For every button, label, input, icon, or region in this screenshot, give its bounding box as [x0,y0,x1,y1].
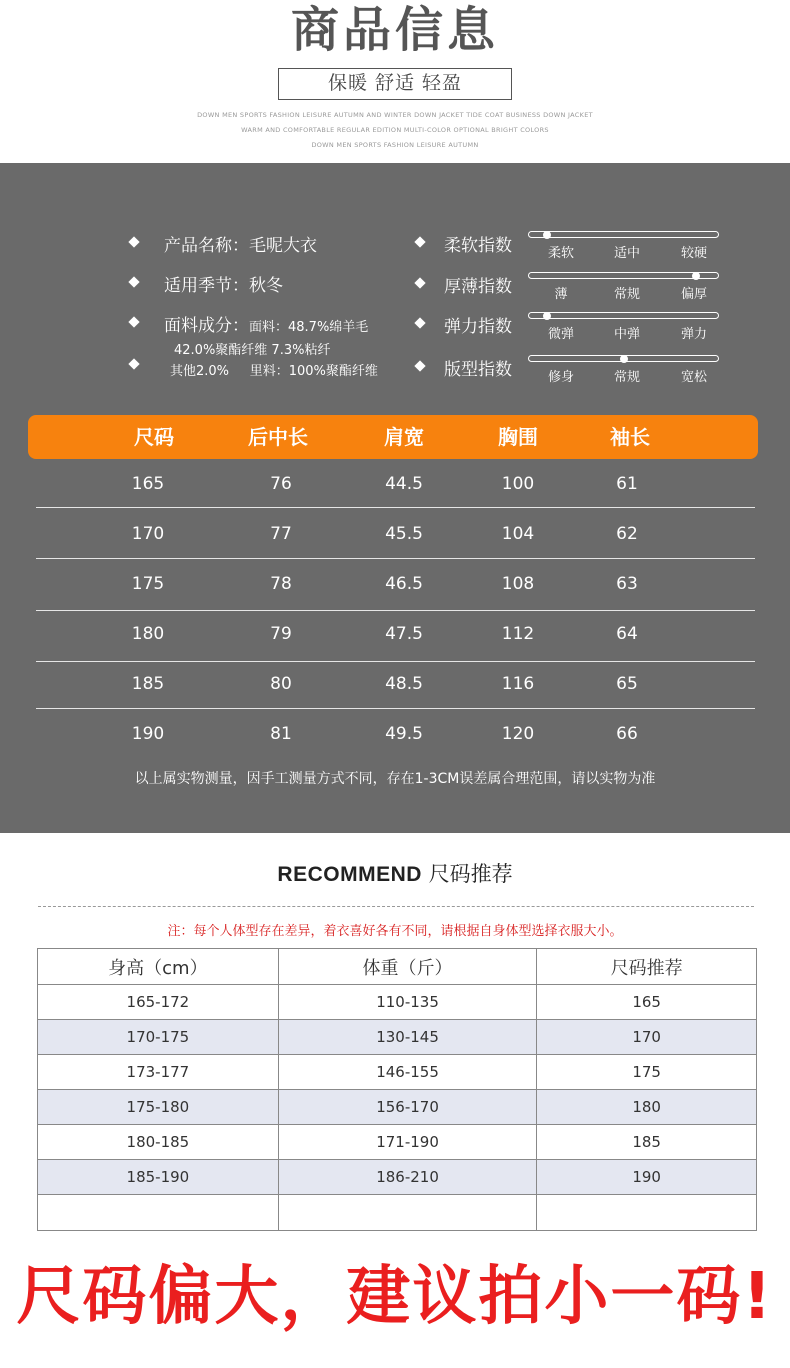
material-main: 面料：48.7%绵羊毛 [249,320,369,335]
index-label: 版型指数 [444,360,512,380]
recommend-cell: 165-172 [38,985,279,1020]
recommend-cell: 180-185 [38,1125,279,1160]
table-row [38,1020,757,1055]
size-cell: 80 [270,674,292,694]
recommend-cell: 146-155 [278,1055,537,1090]
recommend-header-cell: 尺码推荐 [537,949,757,985]
row-divider [36,708,755,709]
size-cell: 185 [131,674,165,694]
size-cell: 45.5 [385,524,423,544]
index-tick-label: 偏厚 [680,287,708,302]
row-divider [36,558,755,559]
recommend-cell: 186-210 [278,1160,537,1195]
recommend-cell: 175 [537,1055,757,1090]
size-cell: 47.5 [385,624,423,644]
subtitle-box: 保暖 舒适 轻盈 [278,68,512,100]
size-cell: 112 [501,624,535,644]
english-line-3: DOWN MEN SPORTS FASHION LEISURE AUTUMN [311,141,479,149]
size-header-cell: 尺码 [134,425,174,449]
size-cell: 165 [131,474,165,494]
index-marker [692,272,700,280]
size-cell: 120 [501,724,535,744]
size-notice: 尺码偏大，建议拍小一码! [16,1260,774,1334]
size-cell: 180 [131,624,165,644]
size-cell: 61 [616,474,638,494]
size-cell: 104 [501,524,535,544]
size-cell: 78 [270,574,292,594]
recommend-cell: 171-190 [278,1125,537,1160]
index-track [528,312,719,319]
row-divider [36,661,755,662]
table-row [38,1055,757,1090]
recommend-title [0,858,790,888]
index-track [528,231,719,238]
index-tick-label: 常规 [613,370,641,385]
index-tick-label: 微弹 [547,327,575,342]
size-cell: 62 [616,524,638,544]
recommend-cell: 170 [537,1020,757,1055]
size-cell: 64 [616,624,638,644]
index-label: 厚薄指数 [444,277,512,297]
size-cell: 77 [270,524,292,544]
recommend-cell: 110-135 [278,985,537,1020]
recommend-cell: 156-170 [278,1090,537,1125]
size-cell: 170 [131,524,165,544]
table-row [38,1090,757,1125]
empty-cell [537,1195,757,1231]
material-row [164,311,368,336]
index-tick-label: 修身 [547,370,575,385]
index-tick-label: 适中 [613,246,641,261]
size-header-cell: 胸围 [498,425,538,449]
recommend-header-cell: 身高（cm） [38,949,279,985]
index-label: 弹力指数 [444,317,512,337]
size-cell: 116 [501,674,535,694]
recommend-table [37,948,757,1231]
recommend-cell: 190 [537,1160,757,1195]
index-tick-label: 较硬 [680,246,708,261]
recommend-cell: 173-177 [38,1055,279,1090]
size-cell: 48.5 [385,674,423,694]
size-cell: 49.5 [385,724,423,744]
size-cell: 44.5 [385,474,423,494]
index-tick-label: 宽松 [680,370,708,385]
size-cell: 46.5 [385,574,423,594]
material-line-2: 42.0%聚酯纤维 7.3%粘纤 [174,343,331,358]
index-marker [620,355,628,363]
english-line-1: DOWN MEN SPORTS FASHION LEISURE AUTUMN AND WINTER DOWN JACKET TIDE COAT BUSINESS DOWN JACKET [197,111,593,119]
index-marker [543,312,551,320]
product-name: 产品名称：毛呢大衣 [164,236,317,256]
size-header-cell: 后中长 [248,425,308,449]
recommend-cell: 185-190 [38,1160,279,1195]
index-marker [543,231,551,239]
empty-cell [38,1195,279,1231]
recommend-warning: 注：每个人体型存在差异，着衣喜好各有不同，请根据自身体型选择衣服大小。 [167,924,623,939]
recommend-cell: 175-180 [38,1090,279,1125]
size-cell: 108 [501,574,535,594]
row-divider [36,610,755,611]
recommend-title-en: RECOMMEND [277,863,422,886]
recommend-header-row [38,949,757,985]
english-line-2: WARM AND COMFORTABLE REGULAR EDITION MULTI-COLOR OPTIONAL BRIGHT COLORS [241,126,549,134]
material-line-3: 其他2.0% 里料：100%聚酯纤维 [170,364,378,379]
index-tick-label: 柔软 [547,246,575,261]
recommend-header-cell: 体重（斤） [278,949,537,985]
measurement-note: 以上属实物测量，因手工测量方式不同，存在1-3CM误差属合理范围，请以实物为准 [134,771,656,787]
size-cell: 63 [616,574,638,594]
size-header-cell: 肩宽 [384,425,424,449]
table-row [38,1125,757,1160]
index-tick-label: 薄 [554,287,568,302]
recommend-title-cn: 尺码推荐 [428,862,513,886]
table-row [38,985,757,1020]
row-divider [36,507,755,508]
size-cell: 190 [131,724,165,744]
size-cell: 81 [270,724,292,744]
table-row [38,1160,757,1195]
index-tick-label: 弹力 [680,327,708,342]
size-cell: 100 [501,474,535,494]
empty-cell [278,1195,537,1231]
recommend-cell: 165 [537,985,757,1020]
recommend-cell: 130-145 [278,1020,537,1055]
dashed-divider [38,906,754,907]
recommend-cell: 180 [537,1090,757,1125]
index-label: 柔软指数 [444,236,512,256]
size-cell: 65 [616,674,638,694]
size-cell: 76 [270,474,292,494]
recommend-cell: 185 [537,1125,757,1160]
page-title: 商品信息 [290,2,499,58]
size-header-cell: 袖长 [610,425,650,449]
size-cell: 79 [270,624,292,644]
index-tick-label: 常规 [613,287,641,302]
product-season: 适用季节：秋冬 [164,276,283,296]
material-label: 面料成分： [164,316,249,336]
size-cell: 66 [616,724,638,744]
index-track [528,272,719,279]
recommend-cell: 170-175 [38,1020,279,1055]
index-tick-label: 中弹 [613,327,641,342]
empty-row [38,1195,757,1231]
size-cell: 175 [131,574,165,594]
